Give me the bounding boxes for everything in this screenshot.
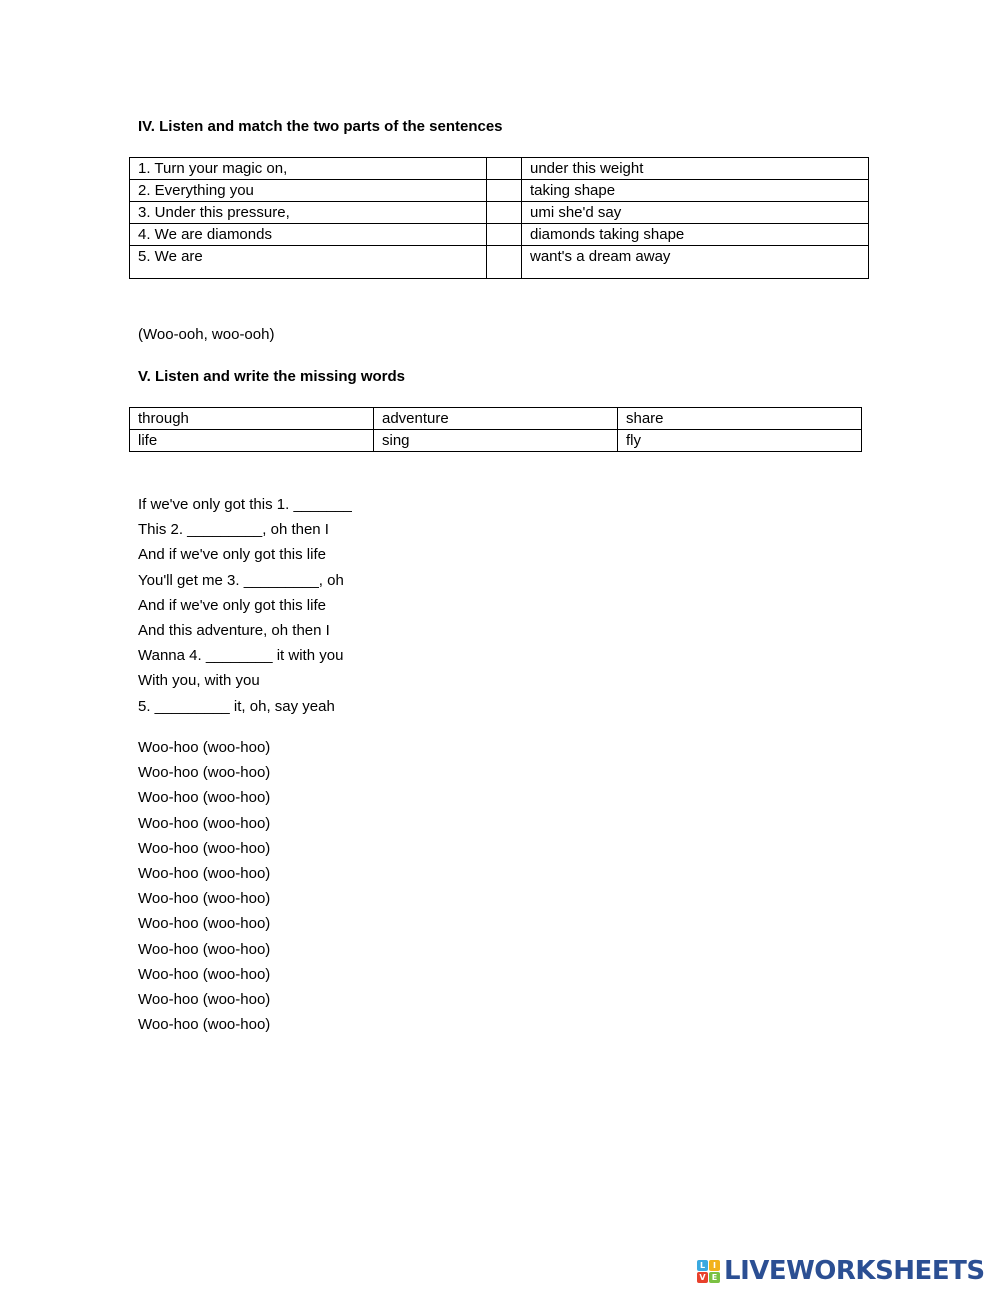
lyric-line: And if we've only got this life	[138, 546, 326, 564]
matching-right-cell: want's a dream away	[522, 246, 869, 279]
matching-right-cell: diamonds taking shape	[522, 224, 869, 246]
logo-mark-tile: E	[709, 1272, 720, 1283]
chorus-line: Woo-hoo (woo-hoo)	[138, 940, 271, 958]
matching-answer-cell[interactable]	[487, 224, 522, 246]
liveworksheets-logo	[697, 1255, 985, 1287]
word-bank-cell: sing	[374, 430, 618, 452]
chorus-line: Woo-hoo (woo-hoo)	[138, 890, 271, 908]
matching-right-cell: umi she'd say	[522, 202, 869, 224]
chorus-line: Woo-hoo (woo-hoo)	[138, 915, 271, 933]
chorus-line: Woo-hoo (woo-hoo)	[138, 965, 271, 983]
lyric-line: With you, with you	[138, 672, 260, 690]
word-bank-cell: adventure	[374, 408, 618, 430]
chorus-line: Woo-hoo (woo-hoo)	[138, 1016, 271, 1034]
word-bank-table	[129, 407, 862, 452]
chorus-line: Woo-hoo (woo-hoo)	[138, 739, 271, 756]
lyric-line: You'll get me 3. _________, oh	[138, 571, 344, 589]
lyric-line: And if we've only got this life	[138, 596, 326, 614]
chorus-line: Woo-hoo (woo-hoo)	[138, 990, 271, 1008]
matching-row	[130, 246, 869, 279]
chorus-line: Woo-hoo (woo-hoo)	[138, 764, 271, 782]
lyric-line: And this adventure, oh then I	[138, 621, 330, 639]
matching-row	[130, 224, 869, 246]
matching-row	[130, 202, 869, 224]
matching-table	[129, 157, 869, 279]
lyric-line: This 2. _________, oh then I	[138, 521, 329, 539]
matching-answer-cell[interactable]	[487, 246, 522, 279]
logo-mark-tile: V	[697, 1272, 708, 1283]
matching-left-cell: 4. We are diamonds	[130, 224, 487, 246]
word-bank-cell: life	[130, 430, 374, 452]
matching-row	[130, 158, 869, 180]
matching-answer-cell[interactable]	[487, 158, 522, 180]
word-bank-cell: through	[130, 408, 374, 430]
matching-right-cell: taking shape	[522, 180, 869, 202]
word-bank-row	[130, 408, 862, 430]
matching-left-cell: 2. Everything you	[130, 180, 487, 202]
logo-text: LIVEWORKSHEETS	[724, 1256, 985, 1286]
lyric-line: Wanna 4. ________ it with you	[138, 647, 344, 665]
liveworksheets-logo-icon	[697, 1260, 720, 1283]
lyrics-list	[138, 494, 352, 721]
logo-mark-tile: L	[697, 1260, 708, 1271]
matching-left-cell: 5. We are	[130, 246, 487, 279]
word-bank-cell: share	[618, 408, 862, 430]
word-bank-cell: fly	[618, 430, 862, 452]
chorus-list	[138, 737, 270, 1039]
chorus-line: Woo-hoo (woo-hoo)	[138, 864, 271, 882]
section-iv-heading: IV. Listen and match the two parts of the sentences	[138, 118, 503, 135]
matching-answer-cell[interactable]	[487, 202, 522, 224]
section-v-heading: V. Listen and write the missing words	[138, 368, 406, 385]
matching-row	[130, 180, 869, 202]
interlude-line: (Woo-ooh, woo-ooh)	[138, 326, 275, 343]
lyric-line: 5. _________ it, oh, say yeah	[138, 697, 335, 715]
matching-answer-cell[interactable]	[487, 180, 522, 202]
chorus-line: Woo-hoo (woo-hoo)	[138, 839, 271, 857]
chorus-line: Woo-hoo (woo-hoo)	[138, 789, 271, 807]
logo-mark-tile: I	[709, 1260, 720, 1271]
lyric-line: If we've only got this 1. _______	[138, 496, 352, 513]
word-bank-row	[130, 430, 862, 452]
matching-left-cell: 3. Under this pressure,	[130, 202, 487, 224]
matching-left-cell: 1. Turn your magic on,	[130, 158, 487, 180]
chorus-line: Woo-hoo (woo-hoo)	[138, 814, 271, 832]
matching-right-cell: under this weight	[522, 158, 869, 180]
